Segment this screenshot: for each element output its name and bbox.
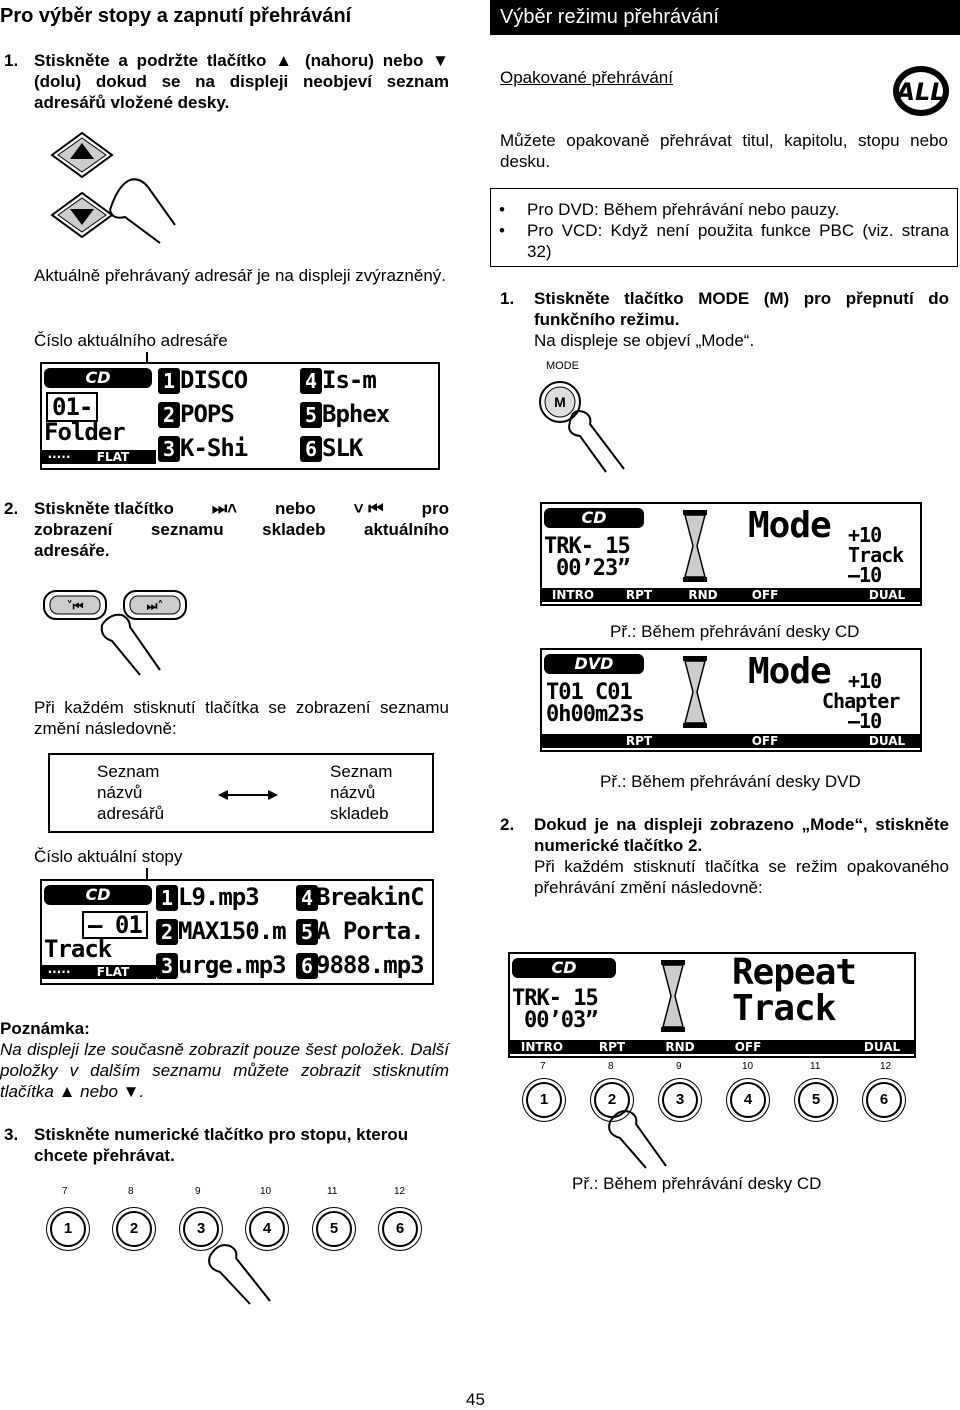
label-7: 7 (540, 1061, 546, 1072)
rpt-label: RPT (625, 734, 653, 748)
label-8: 8 (608, 1061, 614, 1072)
step2-number: 2. (4, 499, 19, 518)
track-counter: – 01 (82, 911, 148, 939)
step2-text-cont: zobrazení seznamu skladeb aktuálního adresáře. (34, 520, 449, 560)
off-label: OFF (734, 1040, 762, 1054)
bullet-dvd: Pro DVD: Během přehrávání nebo pauzy. (527, 200, 840, 219)
minus-ten: –10 (848, 709, 882, 733)
track-line: TRK- 15 (512, 986, 598, 1011)
dual-label: DUAL (868, 734, 906, 748)
number-button-2[interactable]: 2 (116, 1211, 152, 1247)
function-strip (542, 588, 920, 602)
folder-mode: Folder (44, 418, 125, 446)
rpt-label: RPT (625, 588, 653, 602)
time-line: 00’03” (524, 1008, 598, 1033)
item-number: 5 (300, 402, 322, 428)
folder-item: POPS (180, 400, 234, 428)
number-button-3[interactable]: 3 (183, 1211, 219, 1247)
folder-item: DISCO (180, 366, 248, 394)
folder-item: SLK (322, 434, 363, 462)
step1-text: Stiskněte a podržte tlačítko ▲ (nahoru) nebo ▼ (dolu) dokud se na displeji neobjeví seznam adresářů vložené desky. (34, 51, 449, 112)
svg-text:⏭˄: ⏭˄ (146, 599, 164, 613)
track-item: MAX150.m (178, 917, 286, 945)
track-line: TRK- 15 (544, 534, 630, 559)
number-button-1[interactable]: 1 (526, 1082, 562, 1118)
item-number: 2 (158, 402, 180, 428)
item-number: 1 (158, 368, 180, 394)
middle-label: Chapter (822, 689, 900, 713)
track-number-label: Číslo aktuální stopy (34, 847, 183, 866)
number-button-4[interactable]: 4 (730, 1082, 766, 1118)
dual-label: DUAL (863, 1040, 901, 1054)
number-button-5[interactable]: 5 (316, 1211, 352, 1247)
number-button-6[interactable]: 6 (382, 1211, 418, 1247)
item-number: 6 (296, 953, 318, 979)
label-11: 11 (327, 1186, 338, 1197)
off-label: OFF (751, 734, 779, 748)
svg-text:˅⏮: ˅⏮ (66, 599, 84, 613)
mode-button-illustration (536, 374, 636, 474)
label-7: 7 (62, 1186, 68, 1197)
up-down-buttons-illustration (40, 125, 180, 245)
rnd-label: RND (665, 1040, 695, 1054)
intro-text: Můžete opakovaně přehrávat titul, kapitolu, stopu nebo desku. (500, 131, 948, 171)
item-number: 3 (156, 953, 178, 979)
step2-part-a: Stiskněte tlačítko (34, 499, 174, 518)
bullet-dot: • (499, 221, 505, 240)
bullet-box (490, 188, 958, 267)
item-number: 6 (300, 436, 322, 462)
step2-text (34, 498, 449, 519)
repeat-text: Repeat (732, 952, 857, 993)
right-step2-number: 2. (500, 815, 515, 834)
cd-mode-display (540, 502, 922, 606)
item-number: 2 (156, 919, 178, 945)
number-button-6[interactable]: 6 (866, 1082, 902, 1118)
item-number: 4 (300, 368, 322, 394)
label-10: 10 (742, 1061, 754, 1072)
label-12: 12 (880, 1061, 892, 1072)
current-folder-text: Aktuálně přehrávaný adresář je na displeji zvýrazněný. (34, 266, 447, 285)
label-12: 12 (394, 1186, 406, 1197)
cd-badge: CD (512, 958, 616, 978)
intro-label: INTRO (520, 1040, 564, 1054)
bullet-vcd: Pro VCD: Když není použita funkce PBC (viz. strana 32) (527, 221, 949, 261)
minus-ten: –10 (848, 563, 882, 587)
skip-buttons-illustration (40, 585, 200, 680)
next-up-icon: ⏭︎˄ (211, 499, 238, 518)
label-10: 10 (260, 1186, 272, 1197)
dvd-caption: Př.: Během přehrávání desky DVD (600, 772, 861, 791)
number-button-3[interactable]: 3 (662, 1082, 698, 1118)
mode-text: Mode (748, 651, 831, 692)
step3-number: 3. (4, 1125, 19, 1144)
middle-label: Track (848, 543, 904, 567)
plus-ten: +10 (848, 523, 882, 547)
number-button-2[interactable]: 2 (594, 1082, 630, 1118)
hourglass-icon (660, 960, 686, 1032)
change-text: Při každém stisknutí tlačítka se zobrazení seznamu změní následovně: (34, 698, 449, 738)
label-9: 9 (195, 1186, 201, 1197)
mode-label: MODE (546, 360, 579, 372)
label-11: 11 (810, 1061, 821, 1072)
track-list-display (40, 879, 434, 985)
step2-part-b: nebo (275, 499, 316, 518)
bullet-dot: • (499, 200, 505, 219)
list-toggle-box (48, 753, 434, 833)
item-number: 5 (296, 919, 318, 945)
track-mode: Track (44, 935, 112, 963)
dual-label: DUAL (868, 588, 906, 602)
finger-icon (200, 1236, 290, 1306)
mode-button[interactable]: M (554, 394, 566, 410)
note-title: Poznámka: (0, 1019, 90, 1038)
right-step1-sub: Na displeje se objeví „Mode“. (534, 331, 755, 350)
rnd-label: RND (688, 588, 718, 602)
page-number: 45 (466, 1390, 485, 1409)
track-item: BreakinC (316, 883, 424, 911)
rpt-label: RPT (598, 1040, 626, 1054)
cd-caption: Př.: Během přehrávání desky CD (610, 622, 860, 641)
cd-badge: CD (44, 885, 152, 905)
hourglass-icon (682, 656, 708, 728)
folder-list-display (40, 362, 440, 470)
right-step1-number: 1. (500, 289, 515, 308)
dvd-badge: DVD (544, 654, 644, 674)
time-line: 0h00m23s (546, 702, 644, 727)
track-list-label: Seznam názvů skladeb (330, 762, 393, 823)
dvd-mode-display (540, 648, 922, 752)
dots-label: ····· (47, 965, 71, 979)
folder-item: K-Shi (180, 434, 248, 462)
right-step2-text: Dokud je na displeji zobrazeno „Mode“, stiskněte numerické tlačítko 2. (534, 815, 949, 855)
numeric-buttons-right (520, 1058, 910, 1128)
finger-icon (600, 1104, 680, 1170)
intro-label: INTRO (551, 588, 595, 602)
number-button-1[interactable]: 1 (50, 1211, 86, 1247)
track-item: A Porta. (316, 917, 424, 945)
label-9: 9 (676, 1061, 682, 1072)
item-number: 3 (158, 436, 180, 462)
double-arrow-icon (218, 787, 278, 803)
label-8: 8 (128, 1186, 134, 1197)
track-item: L9.mp3 (178, 883, 259, 911)
folder-counter: 01- (46, 392, 98, 422)
off-label: OFF (751, 588, 779, 602)
mode-text: Mode (748, 505, 831, 546)
item-number: 1 (156, 885, 178, 911)
step2-pro: pro (421, 499, 449, 518)
section-header: Výběr režimu přehrávání (490, 0, 960, 35)
step3-text: Stiskněte numerické tlačítko pro stopu, kterou chcete přehrávat. (34, 1125, 409, 1165)
dots-label: ····· (47, 450, 71, 464)
number-button-4[interactable]: 4 (249, 1211, 285, 1247)
note-text: Na displeji lze současně zobrazit pouze šest položek. Další položky v dalším seznamu můžete zobrazit stisknutím tlačítka ▲ nebo ▼. (0, 1040, 449, 1101)
track-item: 9888.mp3 (316, 951, 424, 979)
flat-label: FLAT (96, 450, 130, 464)
cd-badge: CD (44, 368, 152, 388)
right-step2-sub: Při každém stisknutí tlačítka se režim opakovaného přehrávání změní následovně: (534, 857, 949, 897)
all-logo-text: ALL (896, 78, 946, 106)
bottom-strip (42, 450, 156, 464)
left-title: Pro výběr stopy a zapnutí přehrávání (0, 5, 352, 27)
hourglass-icon (682, 510, 708, 582)
bottom-strip (42, 965, 156, 979)
time-line: 00’23” (556, 556, 630, 581)
function-strip (542, 734, 920, 748)
flat-label: FLAT (96, 965, 130, 979)
function-strip (510, 1040, 914, 1054)
number-button-5[interactable]: 5 (798, 1082, 834, 1118)
right-step1-text: Stiskněte tlačítko MODE (M) pro přepnutí do funkčního režimu. (534, 289, 949, 329)
repeat-caption: Př.: Během přehrávání desky CD (572, 1174, 822, 1193)
plus-ten: +10 (848, 669, 882, 693)
section-subheader: Opakované přehrávání (500, 68, 673, 87)
folder-item: Bphex (322, 400, 390, 428)
folder-item: Is-m (322, 366, 376, 394)
down-prev-icon: ˅ ⏮︎ (353, 499, 384, 518)
all-repeat-logo (890, 62, 952, 120)
step1-number: 1. (4, 51, 19, 70)
repeat-display (508, 952, 916, 1058)
folder-number-label: Číslo aktuálního adresáře (34, 331, 228, 350)
folder-list-label: Seznam názvů adresářů (97, 762, 165, 823)
repeat-mode-text: Track (732, 988, 836, 1029)
track-item: urge.mp3 (178, 951, 286, 979)
cd-badge: CD (544, 508, 644, 528)
item-number: 4 (296, 885, 318, 911)
title-chapter-line: T01 C01 (546, 680, 632, 705)
